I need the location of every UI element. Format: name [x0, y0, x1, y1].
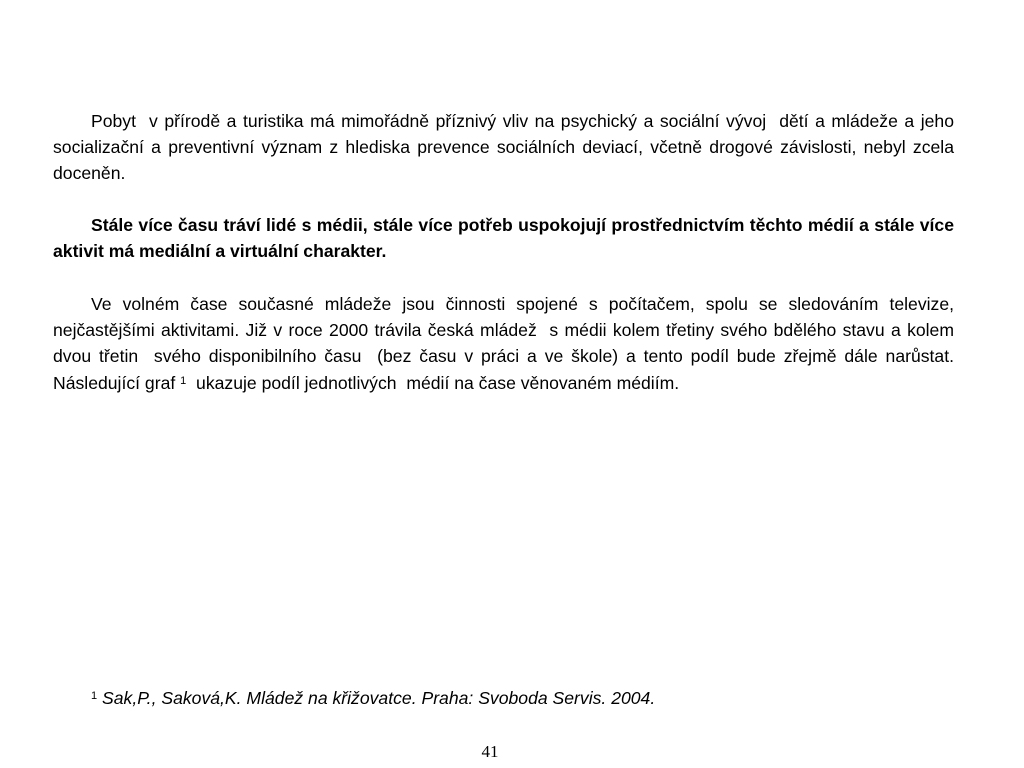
paragraph-youth-leisure-text-1: Ve volném čase současné mládeže jsou činnosti spojené s počítačem, spolu se sledováním televize, nejčastějšími aktivitami. Již v roce 2000 trávila česká mládež s médii kolem třetiny svého bdělého stavu a kolem dvou třetin svého disponibilního času (bez času v práci a ve škole) a tento podíl bude zřejmě dále narůstat. Následující graf — [53, 294, 959, 393]
footnote — [91, 686, 655, 710]
paragraph-youth-leisure-text-2: ukazuje podíl jednotlivých médií na čase věnovaném médiím. — [186, 372, 680, 393]
footnote-reference: 1 — [180, 374, 187, 387]
paragraph-media-time-bold: Stále více času tráví lidé s médii, stále více potřeb uspokojují prostřednictvím těchto médií a stále více aktivit má mediální a virtuální charakter. — [53, 215, 959, 262]
footnote-citation: Sak,P., Saková,K. Mládež na křižovatce. Praha: Svoboda Servis. 2004. — [97, 688, 656, 708]
paragraph-youth-leisure — [53, 291, 959, 396]
paragraph-outdoor-tourism: Pobyt v přírodě a turistika má mimořádně příznivý vliv na psychický a sociální vývoj dětí a mládeže a jeho socializační a preventivní význam z hlediska prevence sociálních deviací, včetně drogové závislosti, nebyl zcela doceněn. — [53, 111, 959, 184]
page-number: 41 — [481, 742, 499, 761]
footnote-marker: 1 — [91, 690, 98, 702]
